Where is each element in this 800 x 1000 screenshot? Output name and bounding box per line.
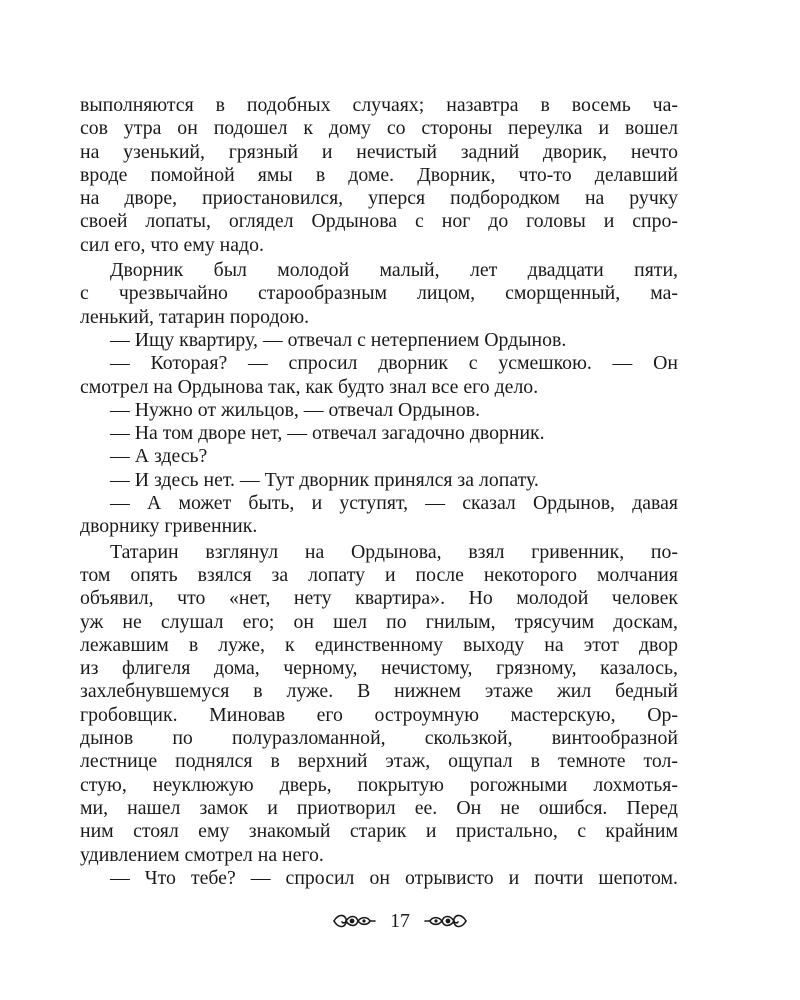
- text-line: смотрел на Ордынова так, как будто знал все его дело.: [80, 375, 539, 398]
- text-line: дынов по полуразломанной, скользкой, винтообразной: [80, 727, 678, 750]
- dialogue-line: — А здесь?: [110, 445, 208, 468]
- text-line: выполняются в подобных случаях; назавтра в восемь ча-: [80, 94, 678, 116]
- text-line: уж не слушал его; он шел по гнилым, трясучим доскам,: [80, 610, 678, 633]
- text-line: своей лопаты, оглядел Ордынова с ног до головы и спро-: [80, 210, 678, 233]
- dialogue-line: — И здесь нет. — Тут дворник принялся за лопату.: [110, 468, 539, 491]
- text-line: объявил, что «нет, нету квартира». Но молодой человек: [80, 587, 678, 610]
- text-line: гробовщик. Миновав его остроумную мастерскую, Ор-: [80, 703, 678, 726]
- dialogue-line: — Которая? — спросил дворник с усмешкою. — Он: [110, 352, 678, 375]
- page-number: 17: [390, 910, 410, 932]
- fleuron-right-icon: [424, 910, 468, 932]
- text-line: с чрезвычайно старообразным лицом, сморщенный, ма-: [80, 282, 678, 305]
- text-line: на узенький, грязный и нечистый задний дворик, нечто: [80, 140, 678, 163]
- text-line: вроде помойной ямы в доме. Дворник, что-то делавший: [80, 163, 678, 186]
- text-line: ленький, татарин породою.: [80, 305, 310, 328]
- text-line: Дворник был молодой малый, лет двадцати пяти,: [110, 259, 678, 282]
- text-line: лежавшим в луже, к единственному выходу на этот двор: [80, 633, 678, 656]
- text-line: дворнику гривенник.: [80, 515, 258, 538]
- text-line: на дворе, приостановился, уперся подбородком на ручку: [80, 187, 678, 210]
- text-line: лестнице поднялся в верхний этаж, ощупал в темноте тол-: [80, 750, 678, 773]
- text-line: ним стоял ему знакомый старик и пристально, с крайним: [80, 820, 678, 843]
- dialogue-line: — Ищу квартиру, — отвечал с нетерпением Ордынов.: [110, 328, 567, 351]
- dialogue-line: — На том дворе нет, — отвечал загадочно дворник.: [110, 422, 545, 445]
- text-line: Татарин взглянул на Ордынова, взял гривенник, по-: [110, 540, 678, 563]
- text-line: сил его, что ему надо.: [80, 233, 264, 256]
- text-line: ми, нашел замок и приотворил ее. Он не ошибся. Перед: [80, 796, 678, 819]
- text-line: сов утра он подошел к дому со стороны переулка и вошел: [80, 117, 678, 140]
- body-text: [80, 94, 678, 890]
- text-line: удивлением смотрел на него.: [80, 843, 324, 866]
- text-line: стую, неуклюжую дверь, покрытую рогожными лохмотья-: [80, 773, 678, 796]
- dialogue-line: — А может быть, и уступят, — сказал Ордынов, давая: [110, 492, 678, 515]
- text-line: из флигеля дома, черному, нечистому, грязному, казалось,: [80, 657, 678, 680]
- text-line: захлебнувшемуся в луже. В нижнем этаже жил бедный: [80, 680, 678, 703]
- dialogue-line: — Что тебе? — спросил он отрывисто и почти шепотом.: [110, 866, 678, 889]
- page-footer: [0, 903, 800, 939]
- fleuron-left-icon: [332, 910, 376, 932]
- dialogue-line: — Нужно от жильцов, — отвечал Ордынов.: [110, 398, 481, 421]
- text-line: том опять взялся за лопату и после некоторого молчания: [80, 563, 678, 586]
